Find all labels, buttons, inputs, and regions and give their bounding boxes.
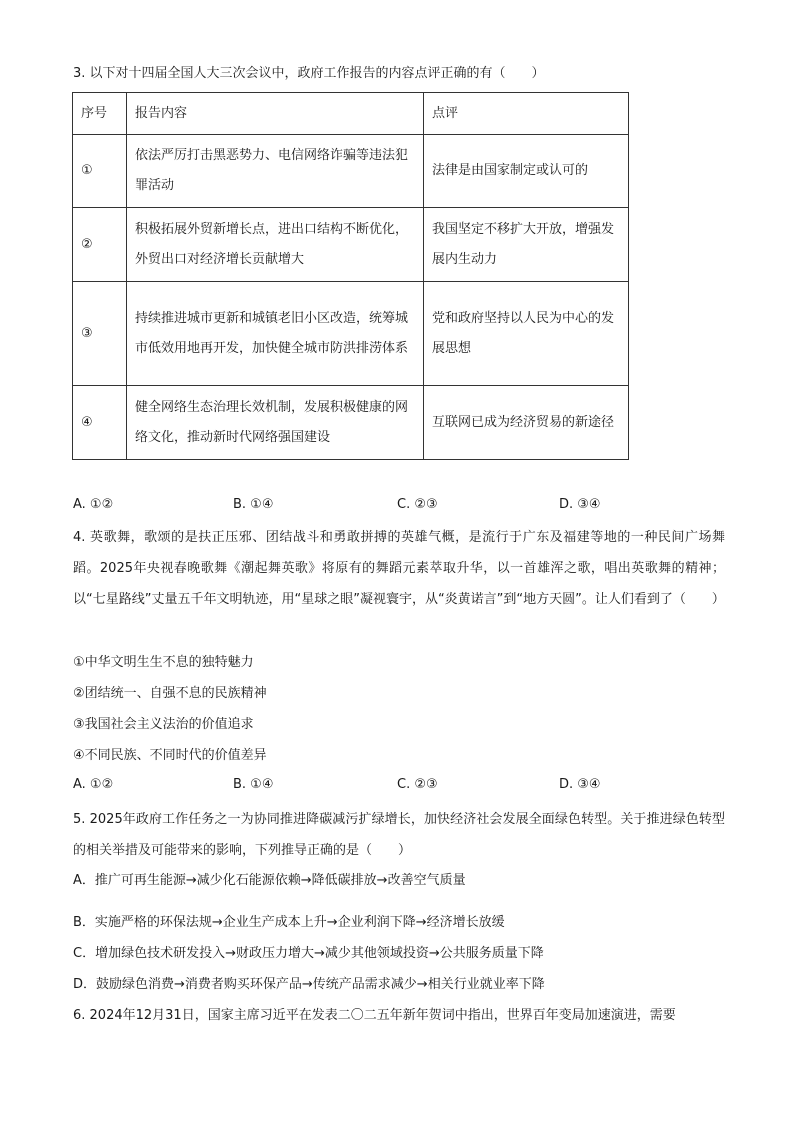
row-content: 依法严厉打击黑恶势力、电信网络诈骗等违法犯罪活动 bbox=[127, 135, 424, 208]
row-comment: 互联网已成为经济贸易的新途径 bbox=[424, 386, 629, 460]
report-table bbox=[72, 92, 629, 460]
q3-option-b[interactable]: B. ①④ bbox=[233, 497, 274, 512]
table-row bbox=[73, 386, 629, 460]
row-comment: 法律是由国家制定或认可的 bbox=[424, 135, 629, 208]
q4-option-b[interactable]: B. ①④ bbox=[233, 777, 274, 792]
q5-choice-d[interactable]: D．鼓励绿色消费→消费者购买环保产品→传统产品需求减少→相关行业就业率下降 bbox=[73, 977, 545, 992]
row-comment: 党和政府坚持以人民为中心的发展思想 bbox=[424, 282, 629, 386]
q3-option-d[interactable]: D. ③④ bbox=[559, 497, 601, 512]
q5-choice-b[interactable]: B．实施严格的环保法规→企业生产成本上升→企业利润下降→经济增长放缓 bbox=[73, 915, 505, 930]
row-content: 积极拓展外贸新增长点，进出口结构不断优化，外贸出口对经济增长贡献增大 bbox=[127, 208, 424, 282]
q4-stem: 4. 英歌舞，歌颂的是扶正压邪、团结战斗和勇敢拼搏的英雄气概，是流行于广东及福建等地的一种民间广场舞蹈。2025年央视春晚歌舞《潮起舞英歌》将原有的舞蹈元素萃取升华，以一首雄浑之歌，唱出英歌舞的精神；以“七星路线”丈量五千年文明轨迹，用“星球之眼”凝视寰宇，从“炎黄诺言”到“地方天圆”。让人们看到了（ ） bbox=[73, 530, 725, 607]
header-cell-content: 报告内容 bbox=[127, 93, 424, 135]
row-content: 健全网络生态治理长效机制，发展积极健康的网络文化，推动新时代网络强国建设 bbox=[127, 386, 424, 460]
row-num: ① bbox=[73, 135, 127, 208]
q5-choice-c[interactable]: C．增加绿色技术研发投入→财政压力增大→减少其他领域投资→公共服务质量下降 bbox=[73, 946, 544, 961]
q4-option-a[interactable]: A. ①② bbox=[73, 777, 114, 792]
row-num: ③ bbox=[73, 282, 127, 386]
q4-item-2: ②团结统一、自强不息的民族精神 bbox=[73, 686, 267, 701]
q4-option-d[interactable]: D. ③④ bbox=[559, 777, 601, 792]
header-cell-num: 序号 bbox=[73, 93, 127, 135]
table-row bbox=[73, 208, 629, 282]
row-content: 持续推进城市更新和城镇老旧小区改造，统筹城市低效用地再开发，加快健全城市防洪排涝体系 bbox=[127, 282, 424, 386]
table-row bbox=[73, 135, 629, 208]
q6-stem: 6. 2024年12月31日，国家主席习近平在发表二〇二五年新年贺词中指出，世界百年变局加速演进，需要 bbox=[73, 1008, 676, 1023]
q4-item-4: ④不同民族、不同时代的价值差异 bbox=[73, 748, 267, 763]
table-row bbox=[73, 282, 629, 386]
q3-options bbox=[73, 497, 633, 517]
header-cell-comment: 点评 bbox=[424, 93, 629, 135]
q3-option-a[interactable]: A. ①② bbox=[73, 497, 114, 512]
row-comment: 我国坚定不移扩大开放，增强发展内生动力 bbox=[424, 208, 629, 282]
q5-stem: 5. 2025年政府工作任务之一为协同推进降碳减污扩绿增长，加快经济社会发展全面绿色转型。关于推进绿色转型的相关举措及可能带来的影响，下列推导正确的是（ ） bbox=[73, 812, 725, 858]
row-num: ② bbox=[73, 208, 127, 282]
q5-choice-a[interactable]: A．推广可再生能源→减少化石能源依赖→降低碳排放→改善空气质量 bbox=[73, 873, 466, 888]
q3-stem: 3. 以下对十四届全国人大三次会议中，政府工作报告的内容点评正确的有（ ） bbox=[73, 66, 545, 81]
table-header-row bbox=[73, 93, 629, 135]
q4-options bbox=[73, 777, 633, 797]
q4-item-3: ③我国社会主义法治的价值追求 bbox=[73, 717, 254, 732]
q4-option-c[interactable]: C. ②③ bbox=[397, 777, 438, 792]
q3-option-c[interactable]: C. ②③ bbox=[397, 497, 438, 512]
row-num: ④ bbox=[73, 386, 127, 460]
q4-item-1: ①中华文明生生不息的独特魅力 bbox=[73, 655, 254, 670]
